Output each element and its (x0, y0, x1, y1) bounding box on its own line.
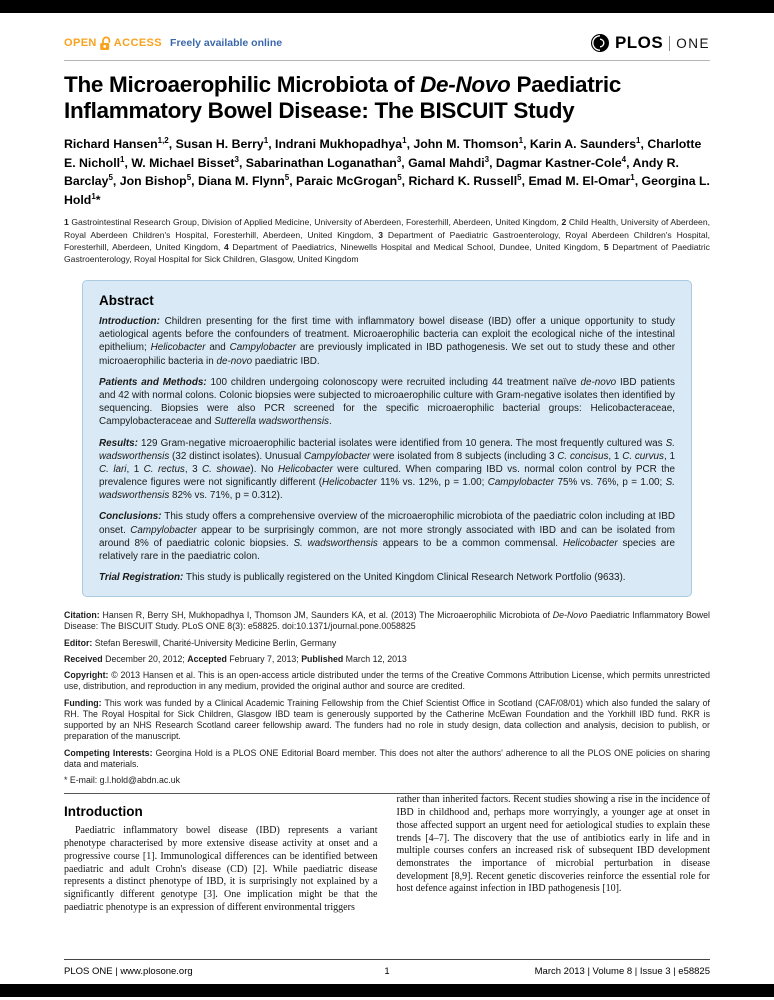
footer-journal-url: PLOS ONE | www.plosone.org (64, 966, 193, 977)
open-access-group (64, 36, 282, 51)
freely-available-label: Freely available online (170, 37, 283, 49)
abstract-patients-methods-text: 100 children undergoing colonoscopy were recruited including 44 treatment naïve de-novo IBD patients and 42 with normal colons. Colonic biopsies were subjected to microaerophilic culture with Gram-negative isolates then identified by sequencing. Biopsies were also PCR screened for the specific microaerophilic bacterial groups: Helicobacteraceae, Campylobacteraceae and Sutterella wadsworthensis. (99, 376, 675, 428)
top-black-bar (0, 0, 774, 13)
article-title: The Microaerophilic Microbiota of De-Novo Paediatric Inflammatory Bowel Disease: The BISCUIT Study (64, 72, 622, 124)
abstract-introduction (99, 315, 675, 368)
abstract-patients-methods-label: Patients and Methods: (99, 376, 207, 388)
competing-interests-note: Competing Interests: Georgina Hold is a PLOS ONE Editorial Board member. This does not alter the authors' adherence to all the PLOS ONE policies on sharing data and materials. (64, 747, 710, 769)
abstract-results-text: 129 Gram-negative microaerophilic bacterial isolates were identified from 10 genera. The most frequently cultured was S. wadsworthensis (32 distinct isolates). Unusual Campylobacter were isolated from 8 subjects (including 3 C. concisus, 1 C. curvus, 1 C. lari, 1 C. rectus, 3 C. showae). No Helicobacter were cultured. When comparing IBD vs. normal colon control by PCR the prevalence figures were not significantly different (Helicobacter 11% vs. 12%, p = 1.00; Campylobacter 75% vs. 76%, p = 1.00; S. wadsworthensis 82% vs. 71%, p = 0.312). (99, 437, 675, 502)
funding-note: Funding: This work was funded by a Clinical Academic Training Fellowship from the Chief Scientist Office in Scotland (CAF/08/01) which also funded the salary of RH. The Royal Hospital for Sick Children, Glasgow IBD team is generously supported by the Catherine McEwan Foundation and the Yorkhill IBD fund. RKR is supported by an NHS Research Scotland career fellowship award. The funders had no role in study design, data collection and analysis, decision to publish, or preparation of the manuscript. (64, 697, 710, 742)
intro-left-column (64, 794, 378, 914)
plos-one-logo (590, 33, 710, 53)
introduction-columns (64, 794, 710, 914)
corresponding-email-note: * E-mail: g.l.hold@abdn.ac.uk (64, 775, 181, 786)
abstract-trial-registration-text: This study is publically registered on the United Kingdom Clinical Research Network Portfolio (9633). (185, 572, 626, 584)
citation-note: Citation: Hansen R, Berry SH, Mukhopadhya I, Thomson JM, Saunders KA, et al. (2013) The Microaerophilic Microbiota of De-Novo Paediatric Inflammatory Bowel Disease: The BISCUIT Study. PLoS ONE 8(3): e58825. doi:10.1371/journal.pone.0058825 (64, 610, 711, 632)
plos-logo-text: PLOS (614, 33, 664, 52)
abstract-results-label: Results: (99, 437, 138, 449)
page-footer (64, 959, 710, 977)
abstract-patients-methods (99, 376, 675, 429)
introduction-heading: Introduction (64, 804, 143, 820)
masthead-rule (64, 60, 710, 61)
copyright-note: Copyright: © 2013 Hansen et al. This is an open-access article distributed under the terms of the Creative Commons Attribution License, which permits unrestricted use, distribution, and reproduction in any medium, provided the original author and source are credited. (64, 670, 710, 692)
abstract-trial-registration (99, 571, 675, 584)
open-lock-icon (99, 36, 112, 51)
open-access-label-open: OPEN (64, 37, 97, 49)
author-list: Richard Hansen$^{1,2}$, Susan H. Berry$^1$, Indrani Mukhopadhya$^1$, John M. Thomson$^1$, Karin A. Saunders$^1$, Charlotte E. Nicholl$^1$, W. Michael Bisset$^3$, Sabarinathan Loganathan$^3$, Gamal Mahdi$^3$, Dagmar Kastner-Cole$^4$, Andy R. Barclay$^5$, Jon Bishop$^5$, Diana M. Flynn$^5$, Paraic McGrogan$^5$, Richard K. Russell$^5$, Emad M. El-Omar$^1$, Georgina L. Hold$^1$* (64, 136, 710, 207)
editor-note: Editor: Stefan Bereswill, Charité-University Medicine Berlin, Germany (64, 637, 337, 648)
history-dates-note: Received December 20, 2012; Accepted February 7, 2013; Published March 12, 2013 (64, 653, 407, 664)
intro-column-1-text: Paediatric inflammatory bowel disease (IBD) represents a variant phenotype characterised by more extensive disease activity at onset and a progressive course [1]. Immunological differences can be identified between paediatric and adult Crohn's disease (CD) [2]. While paediatric disease represents a distinct phenotype of IBD, it is surprisingly not explained by a significantly different genotype [3]. One implication might be that the paediatric phenotype is an expression of different environmental triggers (64, 825, 378, 913)
abstract-heading: Abstract (99, 293, 154, 309)
abstract-conclusions-text: This study offers a comprehensive overview of the microaerophilic microbiota of the paediatric colon including at IBD onset. Campylobacter appear to be surprisingly common, are not more strongly associated with IBD and can be isolated from around 8% of paediatric colonic biopsies. S. wadsworthensis appears to be a common commensal. Helicobacter species are relatively rare in the paediatric colon. (99, 511, 676, 562)
logo-divider (669, 36, 670, 51)
abstract-introduction-text: Children presenting for the first time with inflammatory bowel disease (IBD) offer a unique opportunity to study aetiological agents before the confounders of treatment. Microaerophilic bacteria can exploit the ecological niche of the intestinal epithelium; Helicobacter and Campylobacter are previously implicated in IBD pathogenesis. We set out to study these and other microaerophilic bacteria in de-novo paediatric IBD. (99, 316, 676, 367)
footer-issue-info: March 2013 | Volume 8 | Issue 3 | e58825 (534, 966, 710, 977)
frontmatter-notes (64, 610, 710, 786)
intro-right-column (397, 794, 711, 914)
bottom-black-bar (0, 984, 774, 997)
plos-one-edition-text: ONE (676, 35, 710, 51)
masthead (64, 13, 710, 55)
open-access-label-access: ACCESS (113, 37, 163, 49)
abstract-box (82, 280, 692, 597)
plos-logo-icon (590, 33, 610, 53)
page-content (64, 13, 710, 914)
footer-page-number: 1 (384, 966, 390, 977)
abstract-trial-registration-label: Trial Registration: (99, 572, 184, 584)
affiliations: 1 Gastrointestinal Research Group, Division of Applied Medicine, University of Aberdeen, Foresterhill, Aberdeen, United Kingdom, 2 Child Health, University of Aberdeen, Royal Aberdeen Children's Hospital, Foresterhill, Aberdeen, United Kingdom, 3 Department of Paediatric Gastroenterology, Royal Aberdeen Children's Hospital, Foresterhill, Aberdeen, United Kingdom, 4 Department of Paediatrics, Ninewells Hospital and Medical School, Dundee, United Kingdom, 5 Department of Paediatric Gastroenterology, Royal Hospital for Sick Children, Glasgow, United Kingdom (64, 217, 711, 264)
intro-column-2-text: rather than inherited factors. Recent studies showing a rise in the incidence of IBD in childhood and, perhaps more worryingly, a younger age at onset in those affected support an urgent need for aetiological studies to explain these trends [4–7]. The discovery that the use of antibiotics early in life and in multiple courses confers an increased risk of subsequent IBD development demonstrates the importance of microbial perturbation in disease development [8,9]. Recent genetic discoveries reinforce the essential role for host defence against infection in IBD pathogenesis [10]. (396, 794, 710, 895)
abstract-conclusions (99, 510, 675, 563)
abstract-results (99, 437, 675, 503)
abstract-conclusions-label: Conclusions: (99, 511, 162, 523)
abstract-introduction-label: Introduction: (99, 316, 160, 328)
